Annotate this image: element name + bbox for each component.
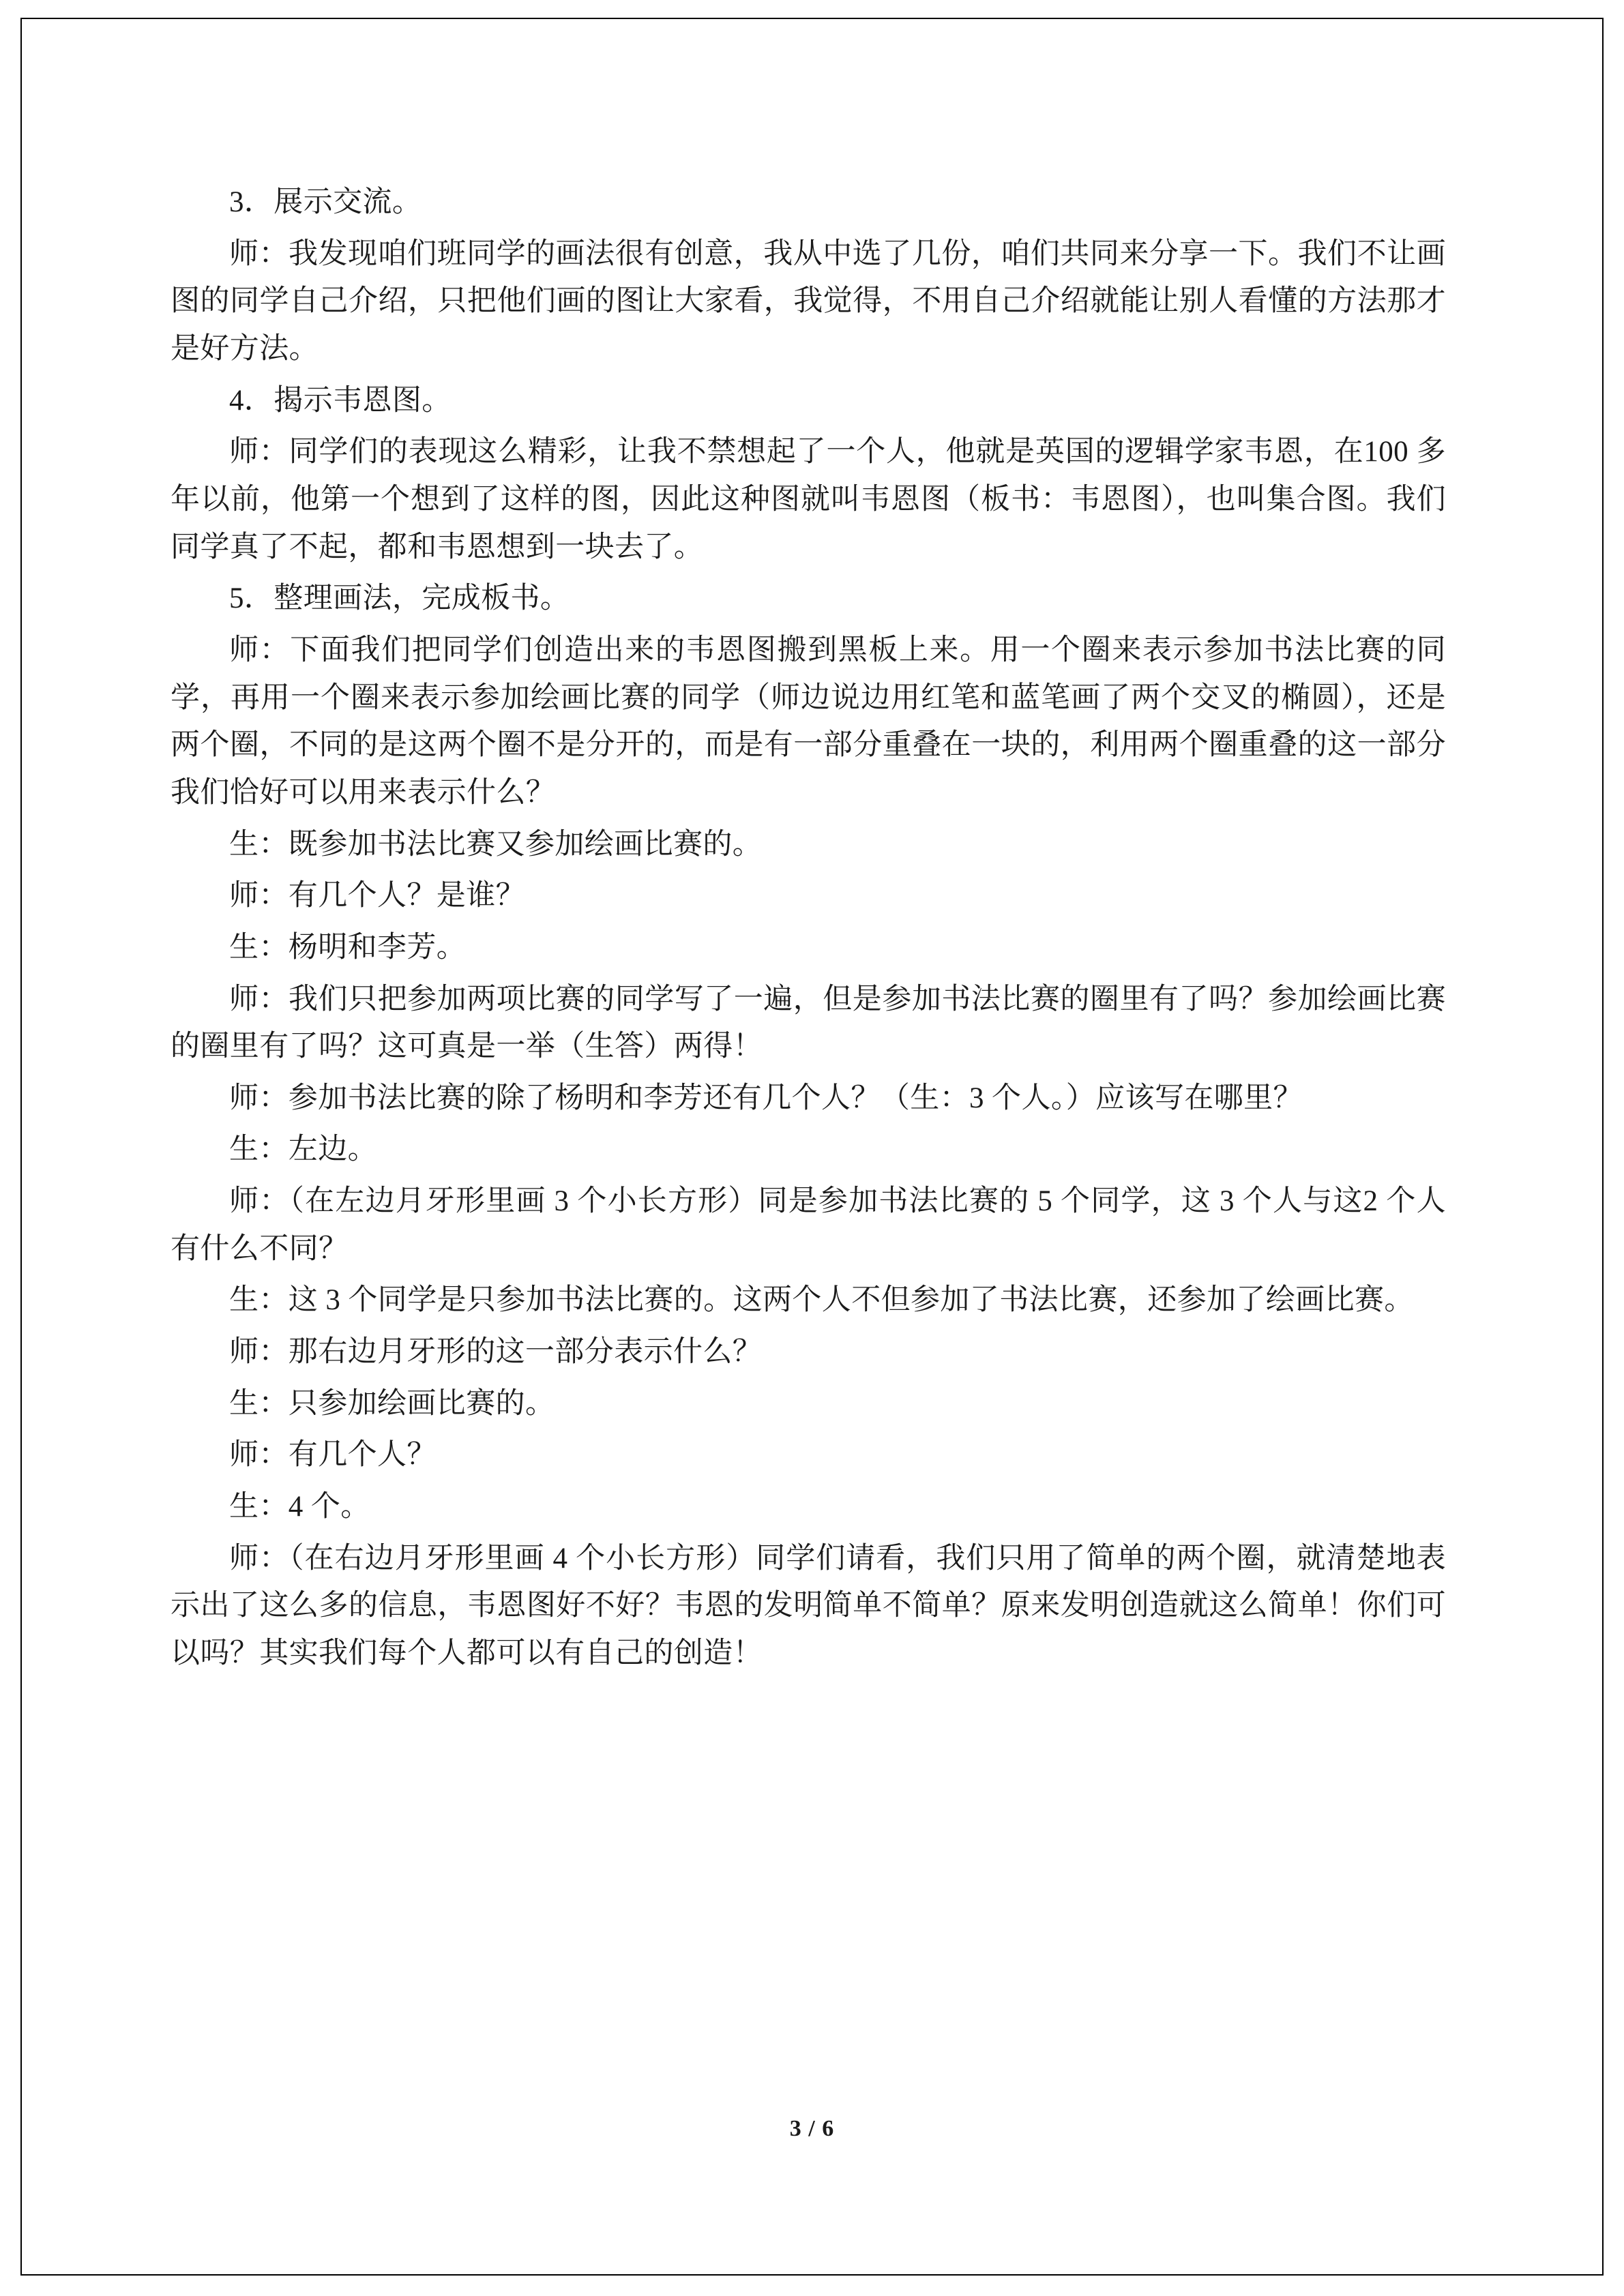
document-body (171, 179, 1446, 1682)
paragraph: 师：有几个人？是谁？ (229, 880, 525, 912)
page-number: 3 / 6 (789, 2116, 835, 2141)
paragraph: 师：那右边月牙形的这一部分表示什么？ (229, 1336, 763, 1369)
paragraph: 师：（在右边月牙形里画 4 个小长方形）同学们请看，我们只用了简单的两个圈，就清楚地表示出了这么多的信息，韦恩图好不好？韦恩的发明简单不简单？原来发明创造就这么简单！你们可以吗？其实我们每个人都可以有自己的创造！ (171, 1542, 1446, 1670)
paragraph: 5．整理画法，完成板书。 (229, 582, 570, 615)
paragraph: 3．展示交流。 (229, 186, 422, 218)
paragraph: 师：（在左边月牙形里画 3 个小长方形）同是参加书法比赛的 5 个同学，这 3 个人与这2 个人有什么不同？ (171, 1185, 1446, 1265)
paragraph: 生：4 个。 (229, 1491, 370, 1523)
paragraph: 生：只参加绘画比赛的。 (229, 1387, 555, 1420)
paragraph: 生：杨明和李芳。 (229, 931, 467, 964)
paragraph: 生：左边。 (229, 1133, 377, 1166)
paragraph: 师：下面我们把同学们创造出来的韦恩图搬到黑板上来。用一个圈来表示参加书法比赛的同学，再用一个圈来表示参加绘画比赛的同学（师边说边用红笔和蓝笔画了两个交叉的椭圆），还是两个圈，不同的是这两个圈不是分开的，而是有一部分重叠在一块的，利用两个圈重叠的这一部分我们恰好可以用来表示什么？ (171, 633, 1446, 809)
paragraph: 师：我发现咱们班同学的画法很有创意，我从中选了几份，咱们共同来分享一下。我们不让画图的同学自己介绍，只把他们画的图让大家看，我觉得，不用自己介绍就能让别人看懂的方法那才是好方法。 (171, 237, 1446, 365)
paragraph: 生：这 3 个同学是只参加书法比赛的。这两个人不但参加了书法比赛，还参加了绘画比赛。 (229, 1284, 1414, 1317)
paragraph: 师：有几个人？ (229, 1439, 437, 1472)
paragraph: 师：参加书法比赛的除了杨明和李芳还有几个人？（生：3 个人。）应该写在哪里？ (229, 1082, 1303, 1114)
paragraph: 师：同学们的表现这么精彩，让我不禁想起了一个人，他就是英国的逻辑学家韦恩，在100 多年以前，他第一个想到了这样的图，因此这种图就叫韦恩图（板书：韦恩图），也叫集合图。我们同学真了不起，都和韦恩想到一块去了。 (171, 436, 1446, 563)
paragraph: 4．揭示韦恩图。 (229, 384, 452, 417)
paragraph: 生：既参加书法比赛又参加绘画比赛的。 (229, 828, 763, 861)
paragraph: 师：我们只把参加两项比赛的同学写了一遍，但是参加书法比赛的圈里有了吗？参加绘画比赛的圈里有了吗？这可真是一举（生答）两得！ (171, 983, 1446, 1063)
